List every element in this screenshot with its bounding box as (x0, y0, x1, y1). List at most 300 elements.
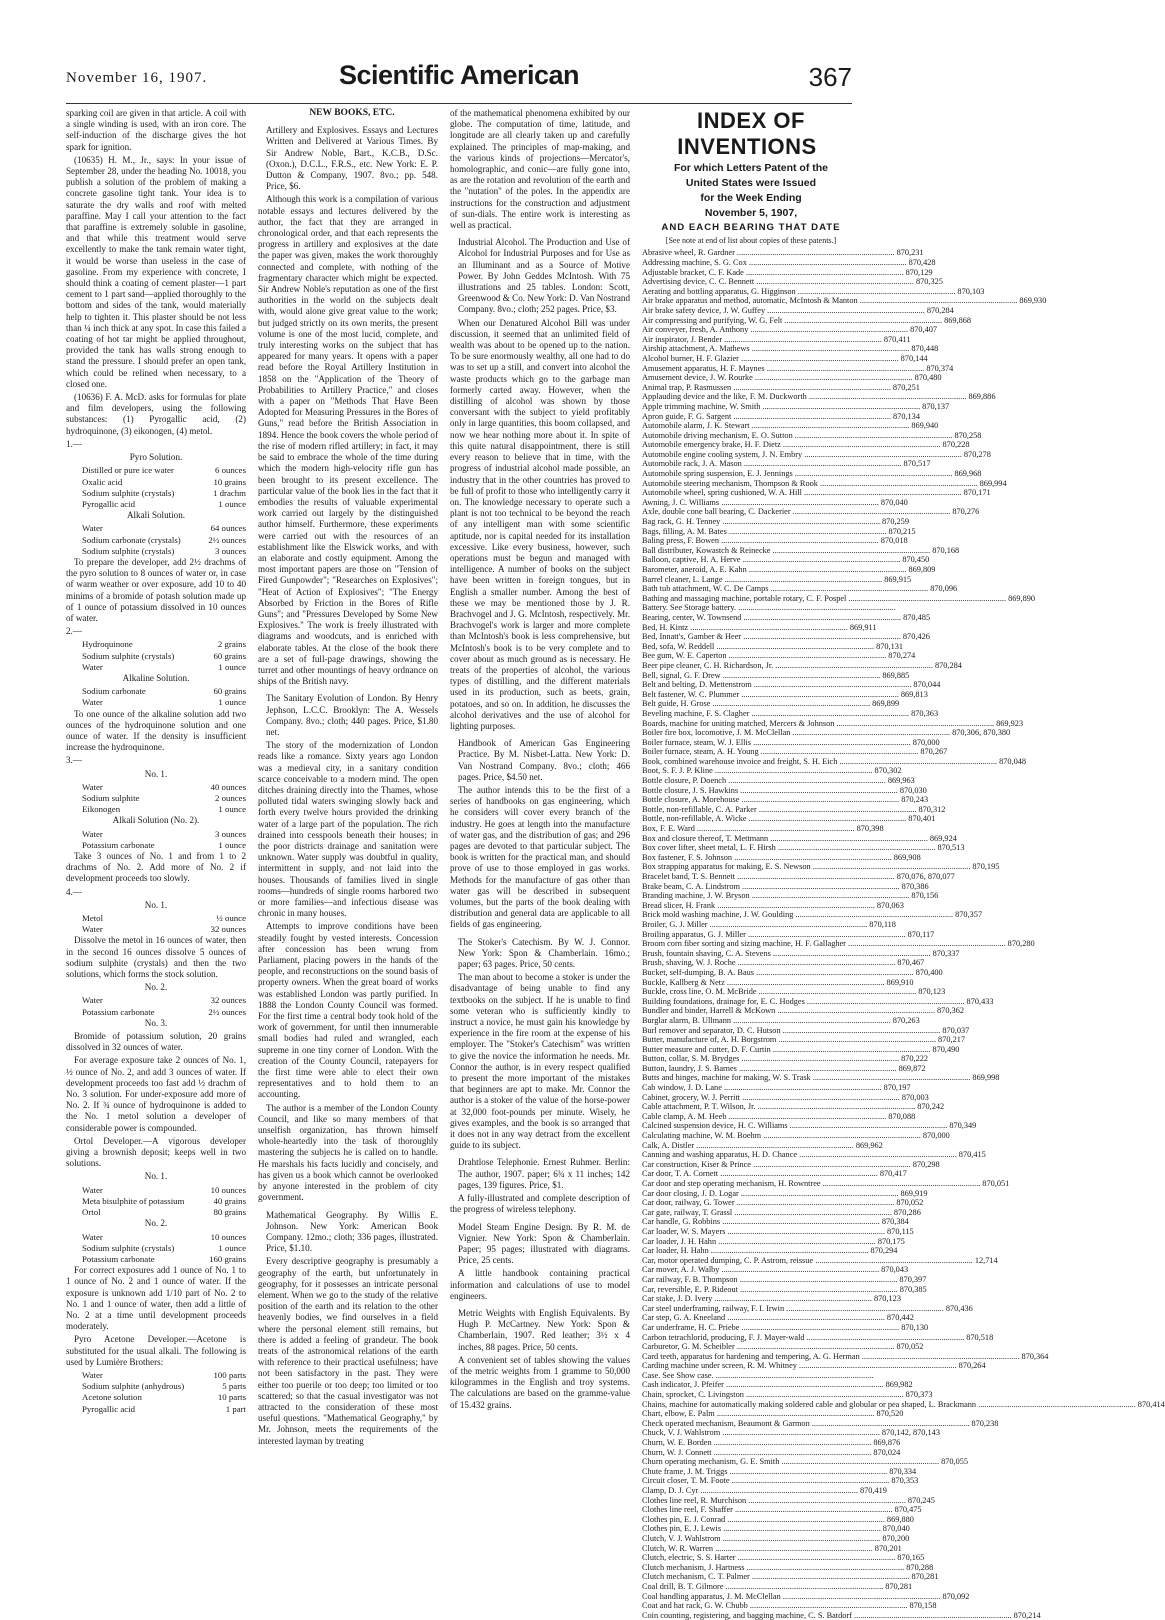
patent-number: 870,052 (896, 1342, 924, 1352)
patent-number: 870,284 (926, 305, 954, 315)
patent-number: 870,337 (932, 948, 960, 958)
patent-title: Boiler furnace, steam, A. H. Young ..... (642, 747, 918, 757)
patent-number: 870,117 (907, 929, 935, 939)
patent-title: Car gate, railway, T. Grassl ..... (642, 1208, 892, 1218)
ingredient: Sodium sulphite (crystals) (82, 1242, 175, 1253)
patent-entry (642, 286, 985, 297)
patent-entry (642, 277, 943, 287)
patent-title: Buckle, Kallberg & Netz ..... (642, 978, 885, 988)
patent-title: Belt guide, H. Grose ..... (642, 699, 870, 709)
patent-title: Bread slicer, H. Frank ..... (642, 901, 875, 911)
book-review: When our Denatured Alcohol Bill was under discussion, it seemed that an unlimited field of wealth was about to be opened up to the nation. To be sure enormously wealthy, all one had to do was to set up a still, and convert into alcohol the waste products which go to the garbage man formerly carted away. However, when the distilling of alcohol was shown by those conversant with the subject to yield profitably only in large quantities, this boom collapsed, and now we hear nothing more about it. In spite of this quite natural disappointment, there is still every reason to believe that in time, with the progress of industrial alcohol made possible, an industry that in the other countries has proved to be full of profit to those who intelligently carry it on. The knowledge necessary to operate such a plant is not too technical to be beyond the reach of any intelligent man with some scientific aptitude, nor is capital needed for its installation excessive. Like every business, however, such operations must be begun and managed with intelligence. A number of books on the subject have been written in foreign tongues, but in English a smaller number. Among the best of these we may be mentioned those by J. R. Brachvogel and J. G. McIntosh, respectively. Mr. Brachvogel's work is larger and more complete than McIntosh's book is less comprehensive, but McIntosh's book is to be very complete and to cover about as much ground as is necessary. He treats of the properties of alcohol, the various types of distilling, and the different materials used in its production, such as beets, grain, potatoes, and so on. In addition, he discusses the alcohol derivatives and the use of alcohol for lighting purposes. (450, 317, 630, 731)
quantity: 1 drachm (213, 487, 246, 498)
quantity: 3 ounces (214, 828, 246, 839)
patent-title: Car stake, J. D. Ivery ..... (642, 1294, 872, 1304)
issue-date: November 16, 1907. (66, 70, 208, 86)
patent-title: Amusement apparatus, H. F. Maynes ..... (642, 364, 924, 374)
quantity: 60 grains (213, 686, 246, 697)
patent-number: 870,123 (874, 1294, 901, 1304)
patent-title: Ball distributer, Kowastch & Reinecke ..... (642, 546, 930, 556)
recipe-row (82, 488, 246, 499)
patent-title: Abrasive wheel, R. Gardner ..... (642, 248, 895, 258)
book-citation: Mathematical Geography. By Willis E. Johnson. New York: American Book Company. 12mo.; cloth; 336 pages, illustrated. Price, $1.10. (266, 1209, 438, 1254)
book-citation: Handbook of American Gas Engineering Practice. By M. Nisbet-Latta. New York: D. Van Nostrand Company. 8vo.; cloth; 466 pages. Price, $4.50 net. (458, 738, 630, 782)
patent-number: 870,513 (937, 843, 965, 853)
patent-entry (642, 334, 911, 345)
page-number: 367 (808, 62, 852, 92)
patent-title: Carbon tetrachlorid, producing, F. J. Mayer-wald ..... (642, 1333, 964, 1343)
patent-entry (642, 536, 908, 546)
patent-number: 870,385 (899, 1284, 927, 1294)
ingredient: Sodium sulphite (crystals) (82, 545, 175, 556)
patent-number: 870,450 (902, 555, 930, 565)
ingredient: Water (82, 924, 103, 935)
patent-number: 870,251 (892, 382, 920, 392)
patent-entry (642, 382, 920, 393)
patent-entry (642, 1428, 940, 1438)
patent-entry (642, 1447, 901, 1458)
quantity: 5 parts (222, 1381, 246, 1392)
recipe-row (82, 1243, 246, 1254)
patent-title: Clutch, W. R. Warren ..... (642, 1544, 873, 1554)
patent-number: 870,284 (934, 660, 962, 670)
patent-title: Car door, railway, G. Tower ..... (642, 1198, 894, 1208)
patent-title: Brick mold washing machine, J. W. Goulding ..... (642, 910, 953, 920)
patent-number: 870,003 (901, 1092, 929, 1102)
patent-number: 870,280 (1007, 939, 1035, 949)
patent-number: 870,278 (963, 449, 991, 459)
patent-number: 870,171 (963, 488, 991, 498)
patent-title: Button, collar, S. M. Brydges ..... (642, 1054, 899, 1064)
patent-entry (642, 814, 936, 824)
patent-title: Bottle closure, J. S. Hawkins ..... (642, 786, 898, 796)
patent-number: 870,436 (945, 1303, 973, 1313)
patent-entry (642, 967, 943, 978)
patent-title: Automobile alarm, J. K. Stewart ..... (642, 421, 909, 431)
patent-number: 870,426 (902, 632, 930, 642)
patent-title: Cable attachment, P. T. Wilson, Jr. ..... (642, 1102, 915, 1112)
patent-number: 870,364 (1021, 1351, 1049, 1361)
recipe-list (66, 639, 246, 673)
patent-title: Box and closure thereof, T. Mettmann ..... (642, 834, 928, 844)
patent-entry (642, 584, 958, 594)
patent-title: Bee gum, W. E. Caperton ..... (642, 651, 886, 661)
patent-title: Branding machine, J. W. Bryson ..... (642, 891, 909, 901)
patent-entry (642, 948, 960, 959)
patent-number: 869,899 (872, 699, 900, 709)
book-review: The author is a member of the London County Council, and like so many members of that unselfish organization, has thrown himself whole-heartedly into the task of thoroughly mastering the subjects he is called on to handle. He marshals his facts lucidly and concisely, and has given us a book which cannot be overlooked by anyone interested in the problem of city government. (258, 1102, 438, 1203)
patent-number: 870,259 (882, 517, 909, 527)
patent-title: Belt and belting, D. Mettenstrom ..... (642, 680, 911, 690)
patent-number: 870,397 (899, 1274, 927, 1284)
patent-entry (642, 1322, 929, 1333)
patent-entry (642, 315, 972, 326)
patent-entry (642, 987, 946, 997)
paragraph: Take 3 ounces of No. 1 and from 1 to 2 drachms of No. 2. Add more of No. 2 if development proceeds too slowly. (66, 851, 246, 884)
patent-number: 869,885 (882, 670, 910, 680)
patent-entry (642, 766, 902, 776)
patent-number: 870,448 (911, 344, 939, 354)
patent-entry (642, 517, 909, 527)
patent-entry (642, 267, 933, 278)
patent-title: Broiling apparatus, G. J. Miller ..... (642, 930, 906, 940)
patent-number: 870,374 (926, 363, 954, 373)
quantity: 32 ounces (210, 995, 246, 1006)
book-review: A fully-illustrated and complete description of the progress of wireless telephony. (450, 1193, 630, 1215)
patent-title: Bed, Innatt's, Gamber & Heer ..... (642, 632, 901, 642)
patent-number: 870,353 (891, 1476, 919, 1486)
patent-number: 870,142, 870,143 (881, 1428, 940, 1438)
patent-entry (642, 862, 1000, 872)
patent-number: 870,052 (896, 1198, 924, 1208)
patent-title: Bottle, non-refillable, A. Wicke ..... (642, 814, 906, 824)
patent-title: Automobile driving mechanism, E. O. Sutton ..... (642, 431, 952, 441)
patent-title: Bottle closure, A. Morehouse ..... (642, 795, 899, 805)
book-citation: The Stoker's Catechism. By W. J. Connor. New York: Spon & Chamberlain. 16mo.; paper; 63 pages. Price, 50 cents. (458, 936, 630, 970)
patent-title: Clamp, D. J. Cyr ..... (642, 1486, 858, 1496)
patent-number: 869,994 (979, 478, 1007, 488)
patent-number: 870,195 (972, 862, 1000, 872)
patent-number: 870,334 (889, 1466, 917, 1476)
recipe-row (82, 793, 246, 804)
patent-entry (642, 1486, 887, 1496)
patent-title: Clothes line reel, F. Shaffer ..... (642, 1505, 893, 1515)
patent-entry (642, 1533, 910, 1544)
patent-entry (642, 1111, 916, 1122)
patent-number: 870,215 (888, 526, 916, 536)
patent-title: Coal handling apparatus, J. M. McClellan ..... (642, 1592, 940, 1602)
patent-number: 870,129 (905, 267, 933, 277)
patent-number: 870,118 (869, 919, 896, 929)
patent-entry (642, 1303, 973, 1314)
formula-heading: No. 1. (144, 899, 168, 910)
ingredient: Hydroquinone (82, 639, 133, 650)
formula-number: 3.— (66, 755, 82, 766)
patent-entry (642, 1236, 905, 1247)
quantity: 2½ ounces (208, 1006, 246, 1017)
ingredient: Sodium sulphite (crystals) (82, 487, 175, 498)
patent-title: Bags, filling, A. M. Bates ..... (642, 527, 887, 537)
patent-number: 869,940 (911, 421, 939, 431)
recipe-row (82, 499, 246, 510)
recipe-row (82, 662, 246, 673)
quantity: 6 ounces (214, 465, 246, 476)
patent-title: Clothes pin, E. J. Conrad ..... (642, 1515, 885, 1525)
ingredient: Water (82, 523, 103, 534)
patent-number: 870,214 (1013, 1610, 1041, 1620)
patent-number: 870,258 (954, 430, 982, 440)
book-review: The author intends this to be the first of a series of handbooks on gas engineering, which he considers will cover every branch of the industry. He goes at length into the manufacture of water gas, and the distribution of gas; and 296 pages are devoted to that particular subject. The book is written for the practical man, and should prove of use to those employed in gas works. Methods for the manufacture of gas other than water gas will be described in subsequent volumes, but the parts of the book dealing with distribution and general data are applicable to all fields of gas engineering. (450, 784, 630, 930)
patent-entry (642, 1054, 929, 1064)
patent-title: Cabinet, grocery, W. J. Perritt ..... (642, 1093, 900, 1103)
patent-entry (642, 756, 1027, 767)
patent-entry (642, 1044, 960, 1055)
patent-entry (642, 1562, 934, 1573)
patent-number: 870,048 (999, 756, 1027, 766)
patent-title: Chuck, V. J. Wahlstrom ..... (642, 1428, 880, 1438)
patent-title: Coat and hat rack, G. W. Chubb ..... (642, 1601, 908, 1611)
patent-title: Bath tub attachment, W. C. De Camps ..... (642, 584, 928, 594)
patent-number: 870,407 (910, 325, 938, 335)
patent-entry (642, 1265, 909, 1275)
patent-title: Butts and hinges, machine for making, W. S. Trask ..... (642, 1073, 970, 1083)
patent-number: 870,158 (909, 1601, 937, 1611)
patent-number: 870,302 (874, 766, 902, 776)
ingredient: Pyrogallic acid (82, 498, 136, 509)
recipe-list (66, 1370, 246, 1415)
patent-entry (642, 1284, 927, 1295)
column-book-reviews-continued (450, 108, 630, 1410)
patent-number: 870,231 (896, 248, 924, 258)
patent-title: Automobile emergency brake, H. F. Dietz ..... (642, 440, 941, 450)
patent-entry (642, 1188, 928, 1199)
ingredient: Pyrogallic acid (82, 1403, 136, 1414)
patent-entry (642, 1524, 910, 1534)
patent-number: 870,134 (893, 411, 920, 421)
patent-entry (642, 1591, 970, 1602)
patent-title: Canning and washing apparatus, H. D. Chance ..... (642, 1150, 957, 1160)
patent-number: 869,868 (944, 315, 972, 325)
patent-title: Automobile wheel, spring cushioned, W. A. Hill ..... (642, 488, 962, 498)
patent-title: Box strapping apparatus for making, E. S. Newson ..... (642, 862, 970, 872)
patent-title: Bundler and binder, Harrell & McKown ..... (642, 1006, 935, 1016)
patent-title: Bracelet band, T. S. Bennett ..... (642, 872, 895, 882)
formula-heading: No. 1. (144, 1171, 168, 1182)
patent-entry (642, 1294, 901, 1304)
patent-number: 870,144 (900, 353, 928, 363)
formula-number: 4.— (66, 886, 82, 897)
patent-title: Car door closing, J. D. Logar ..... (642, 1189, 899, 1199)
recipe-row (82, 995, 246, 1006)
patent-title: Automobile engine cooling system, J. N. Embry ..... (642, 450, 962, 460)
book-review: Attempts to improve conditions have been steadily fought by vested interests. Concession after concession has been wrung from Parliament, placing powers in the hands of the people, and reconstructions on the sound basis of property owners. When the great board of works was established London was partly purified. In 1888 the London County Council was formed. For the first time a central body took hold of the work of government, for until then innumerable small bodies had ruled and wrangled, each supreme in one tiny corner of London. With the creation of the County Council, ratepayers for the first time were able to elect their own representatives and to hold them to an accounting. (258, 921, 438, 1100)
patent-title: Brake beam, C. A. Lindstrom ..... (642, 882, 900, 892)
formula-heading: No. 2. (144, 982, 168, 993)
patent-number: 870,306, 870,380 (952, 728, 1011, 738)
patent-number: 870,386 (901, 881, 929, 891)
patent-number: 870,096 (930, 584, 958, 594)
patent-entry (642, 1601, 937, 1611)
patent-title: Amusement device, J. W. Rourke ..... (642, 373, 913, 383)
patent-title: Boards, machine for uniting matched, Mercers & Johnson ..... (642, 719, 994, 729)
patent-list (642, 248, 1165, 1620)
patent-number: 870,037 (942, 1025, 970, 1035)
quantity: 2 ounces (214, 792, 246, 803)
patent-entry (642, 852, 921, 863)
index-subtitle: for the Week Ending (700, 192, 802, 204)
paragraph: sparking coil are given in that article. A coil with a single winding is used, with an iron core. The self-induction of the discharge gives the hot spark for ignition. (66, 108, 246, 152)
patent-entry (642, 651, 916, 661)
patent-title: Brush, shaving, W. J. Roche ..... (642, 958, 895, 968)
patent-entry (642, 593, 1036, 604)
patent-number: 870,137 (922, 401, 950, 411)
recipe-row (82, 639, 246, 650)
patent-number: 870,044 (913, 680, 941, 690)
patent-number: 869,962 (855, 1140, 883, 1150)
patent-title: Cable clamp, A. M. Heeb ..... (642, 1112, 886, 1122)
patent-title: Chains, machine for automatically making soldered cable and globular or pea shaped, L. Brackmann ..... (642, 1400, 1136, 1410)
paragraph: Pyro Acetone Developer.—Acetone is substituted for the usual alkali. The following is used by Lumière Brothers: (66, 1334, 246, 1367)
patent-title: Box fastener, F. S. Johnson ..... (642, 853, 892, 863)
patent-entry (642, 555, 930, 565)
index-subtitle: United States were Issued (685, 177, 817, 189)
quantity: 2 grains (217, 639, 246, 650)
patent-title: Apple trimming machine, W. Smith ..... (642, 402, 920, 412)
quantity: 10 ounces (210, 1231, 246, 1242)
patent-title: Barometer, aneroid, A. E. Kahn ..... (642, 565, 906, 575)
patent-title: Boot, S. F. J. P. Kline ..... (642, 766, 873, 776)
patent-entry (642, 411, 920, 422)
quantity: 80 grains (213, 1207, 246, 1218)
patent-entry (642, 1610, 1041, 1620)
patent-number: 870,168 (932, 545, 960, 555)
quantity: 40 ounces (210, 781, 246, 792)
patent-number: 870,433 (966, 996, 994, 1006)
patent-entry (642, 939, 1035, 949)
paragraph: To one ounce of the alkaline solution add two ounces of the hydroquinone solution and one ounce of water. If the density is insufficient increase the hydroquinone. (66, 708, 246, 753)
index-title: INDEX OF INVENTIONS (677, 108, 817, 159)
quantity: ½ ounce (216, 913, 246, 924)
patent-number: 870,428 (908, 258, 936, 267)
patent-number: 870,264 (958, 1361, 986, 1371)
patent-title: Automobile rack, J. A. Mason ..... (642, 459, 902, 469)
patent-entry (642, 392, 996, 402)
index-subtitle: AND EACH BEARING THAT DATE (661, 222, 841, 233)
patent-entry (642, 843, 965, 853)
patent-title: Air brake safety device, J. W. Guffey ..... (642, 306, 925, 316)
patent-entry (642, 574, 912, 585)
quantity: 1 ounce (218, 804, 246, 815)
patent-title: Car, motor operated dumping, C. P. Astrom, reissue ..... (642, 1256, 973, 1266)
paragraph: (10636) F. A. McD. asks for formulas for plate and film developers, using the following substances: (1) Pyrogallic acid, (2) hydroquinone, (3) eikonogen, (4) metol. (66, 392, 246, 436)
patent-entry (642, 929, 935, 940)
patent-number: 870,298 (912, 1159, 940, 1169)
patent-title: Clutch mechanism, C. T. Palmer ..... (642, 1572, 910, 1582)
patent-entry (642, 1207, 921, 1218)
patent-number: 870,480 (914, 373, 942, 383)
patent-entry (642, 776, 915, 786)
patent-number: 869,982 (885, 1380, 913, 1390)
recipe-list (66, 782, 246, 816)
patent-entry (642, 1169, 907, 1179)
book-citation: Metric Weights with English Equivalents. By Hugh P. McCartney. New York: Spon & Chamberlain, 1907. Red leather; 3½ x 4 inches, 88 pages. Price, 50 cents. (458, 1307, 630, 1352)
patent-entry (642, 699, 900, 709)
patent-title: Churn operating mechanism, G. E. Smith ..... (642, 1457, 939, 1467)
patent-title: Broom corn fiber sorting and sizing machine, H. F. Gallagher ..... (642, 939, 1006, 949)
recipe-row (82, 829, 246, 840)
patent-entry (642, 421, 939, 431)
patent-title: Bed, sofa, W. Reddell ..... (642, 642, 874, 652)
patent-title: Car construction, Kiser & Prince ..... (642, 1160, 911, 1170)
patent-title: Churn, W. E. Borden ..... (642, 1438, 871, 1448)
patent-number: 870,197 (883, 1083, 911, 1093)
index-date: November 5, 1907, (704, 207, 798, 219)
patent-title: Car railway, F. B. Thompson ..... (642, 1275, 897, 1285)
patent-title: Air conveyer, fresh, A. Anthony ..... (642, 325, 908, 335)
patent-title: Clutch, V. J. Wahlstrom ..... (642, 1534, 880, 1544)
patent-entry (642, 1140, 883, 1151)
patent-title: Buckle, cross line, O. M. McBride ..... (642, 987, 916, 997)
patent-entry (642, 996, 994, 1007)
patent-number: 870,043 (881, 1265, 909, 1275)
patent-entry (642, 824, 884, 834)
patent-entry (642, 1217, 909, 1227)
patent-number: 870,131 (876, 641, 904, 651)
section-heading: NEW BOOKS, ETC. (309, 108, 395, 118)
ingredient: Meta bisulphite of potassium (82, 1195, 185, 1206)
book-citation: The Sanitary Evolution of London. By Henry Jephson, L.C.C. Brooklyn: The A. Wessels Company. 8vo.; cloth; 440 pages. Price, $1.80 net. (266, 693, 438, 737)
patent-title: Cash indicator, J. Pfeifer ..... (642, 1380, 884, 1390)
patent-title: Car loader, W. S. Mayers ..... (642, 1227, 885, 1237)
patent-number: 870,243 (901, 795, 929, 805)
recipe-list (66, 523, 246, 557)
patent-number: 869,908 (893, 852, 921, 862)
quantity: 64 ounces (210, 523, 246, 534)
patent-title: Case. See Show case. ..... (642, 1371, 873, 1381)
patent-entry (642, 1092, 929, 1103)
patent-number: 869,923 (996, 718, 1024, 728)
patent-entry (642, 430, 982, 441)
paragraph: Dissolve the metol in 16 ounces of water, then in the second 16 ounces dissolve 5 ounces of sodium sulphite (crystals) and then the two solutions, which forms the stock solution. (66, 935, 246, 980)
patent-title: Circuit closer, T. M. Foote ..... (642, 1476, 889, 1486)
patent-title: Bucket, self-dumping, B. A. Baus ..... (642, 968, 914, 978)
patent-number: 870,419 (859, 1486, 887, 1495)
ingredient: Water (82, 781, 103, 792)
patent-number: 870,362 (937, 1006, 964, 1016)
patent-title: Car loader, H. Hahn ..... (642, 1246, 868, 1256)
patent-title: Adjustable bracket, C. F. Kade ..... (642, 268, 904, 278)
masthead: Scientific American (338, 60, 580, 90)
patent-entry (642, 689, 928, 700)
column-notes-and-queries (66, 108, 246, 1414)
quantity: 160 grains (209, 1253, 246, 1264)
column-new-books (258, 108, 438, 1446)
patent-entry (642, 459, 931, 469)
recipe-row (82, 840, 246, 851)
patent-title: Addressing machine, S. G. Cox ..... (642, 258, 907, 268)
header-rule (66, 103, 852, 104)
patent-entry (642, 401, 950, 412)
recipe-list (66, 465, 246, 510)
patent-title: Burglar alarm, B. Ullmann ..... (642, 1016, 891, 1026)
book-review: of the mathematical phenomena exhibited by our globe. The computation of time, latitude, and longitude are all clearly taken up and carefully explained. The principles of map-making, and the various kinds of projections—Mercator's, homolographic, and conic—are fully gone into, as are the rotation and revolution of the earth and the "nutation" of the poles. In the appendix are instructions for the construction and adjustment of sun-dials. The entire work is interesting as well as practical. (450, 108, 630, 231)
patent-entry (642, 641, 904, 652)
patent-entry (642, 1006, 964, 1016)
patent-entry (642, 919, 896, 930)
patent-number: 869,998 (972, 1073, 1000, 1083)
paragraph: For average exposure take 2 ounces of No. 1, ½ ounce of No. 2, and add 3 ounces of water. If development proceeds too fast add ½ drachm of No. 3 solution. For under-exposure add more of No. 2. If ¾ ounce of hydroquinone is added to the No. 1 metol solution a developer of considerable power is compounded. (66, 1055, 246, 1133)
patent-entry (642, 718, 1024, 729)
patent-entry (642, 900, 904, 911)
patent-entry (642, 1466, 917, 1477)
patent-entry (642, 1025, 970, 1036)
patent-title: Car handle, G. Robbins ..... (642, 1217, 880, 1227)
patent-entry (642, 1150, 986, 1160)
patent-entry (642, 910, 983, 920)
patent-title: Bottle closure, P. Doench ..... (642, 776, 886, 786)
patent-entry (642, 526, 916, 537)
patent-entry (642, 1553, 925, 1563)
patent-number: 870,000 (922, 1131, 950, 1141)
patent-number: 870,063 (876, 900, 904, 910)
patent-number: 870,200 (882, 1533, 910, 1543)
patent-title: Clutch mechanism, J. Hartness ..... (642, 1563, 904, 1573)
patent-number: 869,813 (900, 689, 928, 699)
ingredient: Sodium carbonate (82, 686, 146, 697)
patent-title: Beer pipe cleaner, C. H. Richardson, Jr. ..... (642, 661, 933, 671)
patent-number: 870,088 (888, 1111, 916, 1121)
recipe-row (82, 1185, 246, 1196)
